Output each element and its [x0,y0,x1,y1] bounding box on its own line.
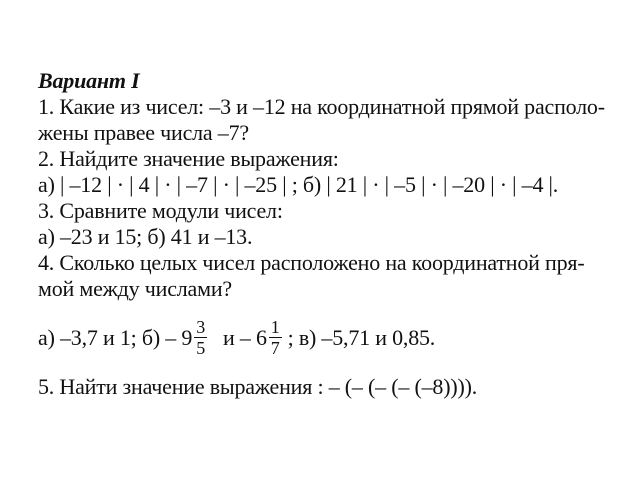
question-4-options [38,318,435,357]
q4-option-c: ; в) –5,71 и 0,85. [287,324,436,350]
question-4-line-1: 4. Сколько целых чисел расположено на координатной пря- [38,250,585,275]
q4-option-b-middle: и – 6 [223,324,267,350]
question-5-line-1: 5. Найти значение выражения : – (– (– (– (–8)))). [38,374,477,399]
question-3-line-2: а) –23 и 15; б) 41 и –13. [38,224,253,249]
question-4-line-2: мой между числами? [38,276,232,301]
fraction-three-fifths [194,318,207,357]
question-3-line-1: 3. Сравните модули чисел: [38,198,283,223]
fraction-numerator: 1 [270,317,280,337]
question-2-line-1: 2. Найдите значение выражения: [38,146,339,171]
q4-option-a-b-start: а) –3,7 и 1; б) – 9 [38,324,193,350]
fraction-one-seventh [269,318,282,357]
question-1-line-2: жены правее числа –7? [38,120,249,145]
fraction-denominator: 5 [196,338,206,358]
question-2-line-2: а) | –12 | · | 4 | · | –7 | · | –25 | ; б) | 21 | · | –5 | · | –20 | · | –4 |. [38,172,559,197]
fraction-denominator: 7 [270,338,280,358]
fraction-numerator: 3 [196,317,206,337]
variant-title: Вариант I [38,68,140,93]
question-1-line-1: 1. Какие из чисел: –3 и –12 на координатной прямой располо- [38,94,605,119]
